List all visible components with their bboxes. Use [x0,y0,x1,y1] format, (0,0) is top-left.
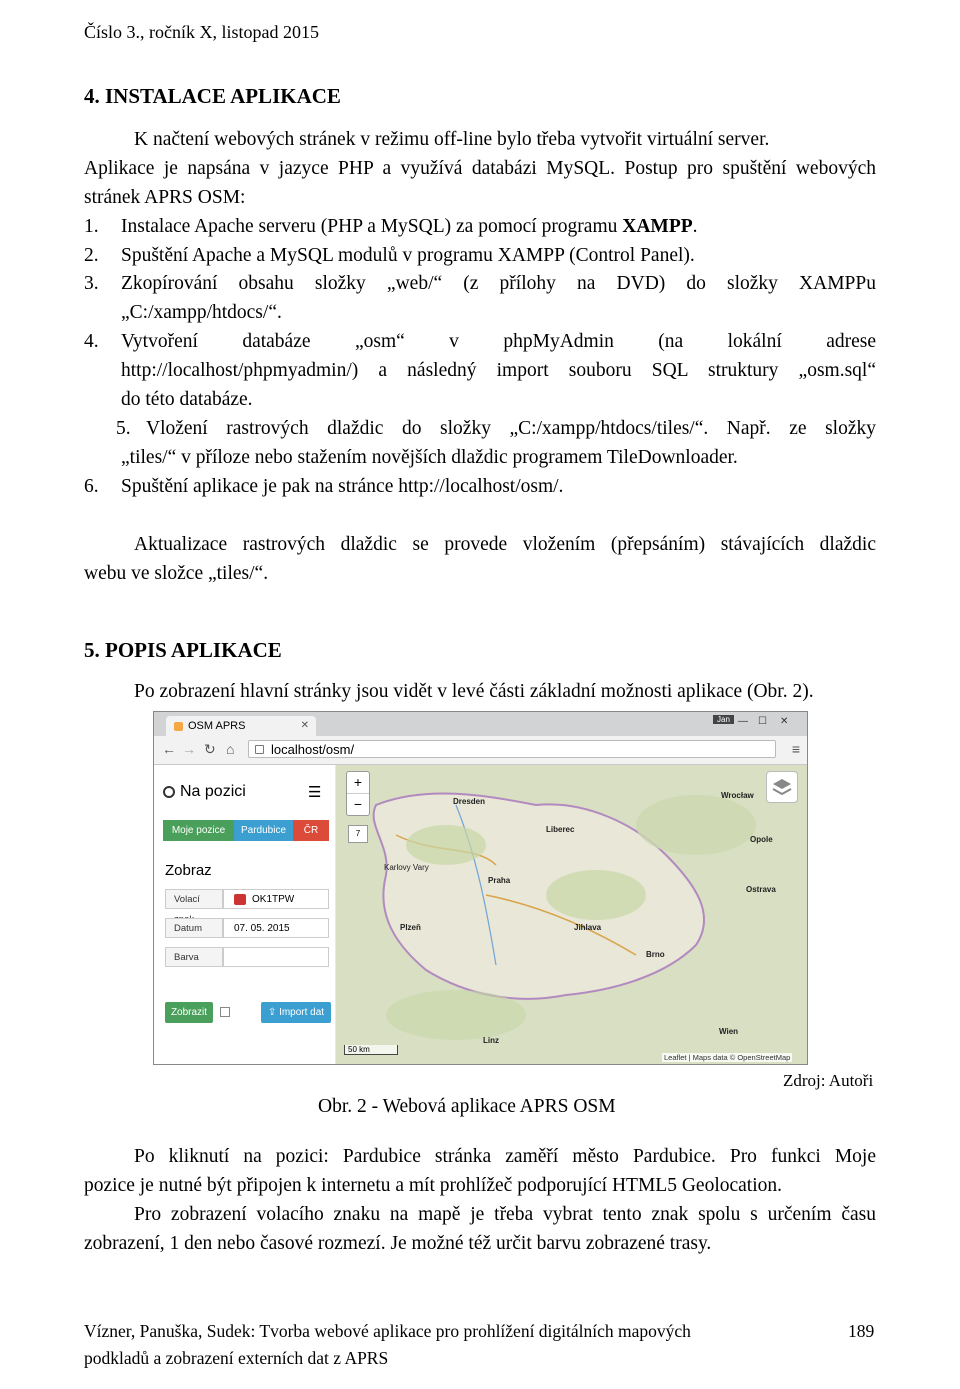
step-number: 6. [84,476,99,497]
paragraph-line: Aplikace je napsána v jazyce PHP a využívá databázi MySQL. Postup pro spuštění webových [84,158,876,179]
step-text: Vytvoření databáze „osm“ v phpMyAdmin (na lokální adrese [121,331,876,352]
step-text: . [692,216,698,237]
car-icon [234,894,246,905]
paragraph-line: Pro zobrazení volacího znaku na mapě je třeba vybrat tento znak spolu s určením času [134,1204,876,1225]
page-icon [255,745,264,754]
browser-tab[interactable] [166,716,316,736]
step-3 [84,269,876,298]
step-text: Spuštění aplikace je pak na stránce http://localhost/osm/. [121,476,564,497]
step-5 [116,414,876,443]
upload-icon: ⇪ [267,1007,280,1018]
figure-source: Zdroj: Autoři [783,1071,874,1090]
city-label: Wrocław [721,791,754,800]
zoom-out-button[interactable]: − [353,796,363,812]
paragraph-line: Aktualizace rastrových dlaždic se provede vložením (přepsáním) stávajících dlaždic [134,534,876,555]
position-title [163,783,246,801]
favicon-icon [174,722,183,731]
scale-bar: 50 km [344,1045,398,1055]
paragraph-line: stránek APRS OSM: [84,187,246,208]
map-view[interactable] [336,765,807,1064]
zoom-in-button[interactable]: + [347,772,369,794]
city-label: Praha [488,876,511,885]
close-tab-icon[interactable]: ✕ [300,720,309,731]
map-terrain [336,765,807,1064]
color-label: Barva [165,947,223,967]
figure-caption: Obr. 2 - Webová aplikace APRS OSM [318,1096,616,1117]
import-button-label: Import dat [279,1007,325,1018]
my-position-button[interactable]: Moje pozice [163,820,234,841]
city-label: Opole [750,835,773,844]
section-4-heading: 4. INSTALACE APLIKACE [84,84,341,108]
hamburger-icon[interactable]: ☰ [308,784,322,801]
pardubice-button[interactable]: Pardubice [234,820,293,841]
running-header: Číslo 3., ročník X, listopad 2015 [84,22,319,42]
callsign-value: OK1TPW [252,894,295,905]
step-text: Vložení rastrových dlaždic do složky „C:/xampp/htdocs/tiles/“. Např. ze složky [146,418,876,439]
text: K načtení webových stránek v režimu off-line bylo třeba vytvořit virtuální server. [134,129,770,150]
address-text: localhost/osm/ [271,742,355,757]
step-4-line3: do této databáze. [121,389,253,410]
address-bar[interactable] [248,740,776,758]
step-text: Spuštění Apache a MySQL modulů v programu XAMPP (Control Panel). [121,245,695,266]
step-4 [84,327,876,356]
browser-menu-icon[interactable]: ≡ [791,741,800,757]
crosshair-icon [163,786,175,798]
paragraph-line [134,125,876,154]
step-text-bold: XAMPP [622,216,693,237]
reload-icon[interactable]: ↻ [204,741,216,757]
zoom-level: 7 [348,825,368,843]
step-3-line2: „C:/xampp/htdocs/“. [121,302,282,323]
user-badge: Jan [713,715,734,724]
close-window-icon[interactable]: ✕ [780,716,789,727]
city-label: Karlovy Vary [384,863,429,872]
show-button[interactable]: Zobrazit [165,1002,213,1023]
step-number: 5. [116,418,131,439]
paragraph-line: Po zobrazení hlavní stránky jsou vidět v levé části základní možnosti aplikace (Obr. 2). [134,681,814,702]
city-label: Dresden [453,797,486,806]
app-sidebar [154,765,335,1064]
option-checkbox[interactable] [220,1007,230,1017]
browser-toolbar [154,736,807,765]
forward-icon[interactable]: → [182,741,196,757]
step-number: 3. [84,273,99,294]
tab-title: OSM APRS [188,720,246,732]
footer-line-2: podkladů a zobrazení externích dat z APRS [84,1348,389,1368]
city-label: Linz [483,1036,499,1045]
city-label: Jihlava [574,923,602,932]
step-4-line2: http://localhost/phpmyadmin/) a následný import souboru SQL struktury „osm.sql“ [121,360,876,381]
layers-icon [767,772,797,802]
footer-line-1: Vízner, Panuška, Sudek: Tvorba webové aplikace pro prohlížení digitálních mapových [84,1321,691,1341]
app-screenshot [153,711,808,1065]
position-title-text: Na pozici [180,783,246,800]
date-label: Datum [165,918,223,938]
paragraph-line: zobrazení, 1 den nebo časové rozmezí. Je možné též určit barvu zobrazené trasy. [84,1233,712,1254]
step-text: Zkopírování obsahu složky „web/“ (z přílohy na DVD) do složky XAMPPu [121,273,876,294]
paragraph-line: webu ve složce „tiles/“. [84,563,269,584]
import-button[interactable] [261,1002,331,1023]
callsign-field[interactable] [223,889,329,909]
layers-button[interactable] [766,771,798,803]
section-5-heading: 5. POPIS APLIKACE [84,638,282,662]
zoom-control [346,771,370,816]
paragraph-line: Po kliknutí na pozici: Pardubice stránka zaměří město Pardubice. Pro funkci Moje [134,1146,876,1167]
step-2 [84,241,695,270]
city-label: Ostrava [746,885,776,894]
display-title: Zobraz [165,862,212,879]
page-number: 189 [848,1321,875,1341]
browser-tabbar [154,712,807,736]
step-5-line2: „tiles/“ v příloze nebo stažením novějších dlaždic programem TileDownloader. [121,447,738,468]
color-field[interactable] [223,947,329,967]
paragraph-line: pozice je nutné být připojen k internetu a mít prohlížeč podporující HTML5 Geolocation. [84,1175,783,1196]
cr-button[interactable]: ČR [293,820,329,841]
city-label: Liberec [546,825,575,834]
date-field[interactable]: 07. 05. 2015 [223,918,329,938]
city-label: Wien [719,1027,739,1036]
map-attribution[interactable]: Leaflet | Maps data © OpenStreetMap [664,1053,791,1062]
maximize-icon[interactable]: ☐ [758,716,767,727]
city-label: Plzeň [400,923,421,932]
home-icon[interactable]: ⌂ [226,741,235,757]
minimize-icon[interactable]: — [738,716,748,727]
step-6 [84,472,563,501]
step-number: 1. [84,216,99,237]
city-label: Brno [646,950,665,959]
step-1 [84,212,698,241]
callsign-label: Volací [165,889,223,909]
step-text: Instalace Apache serveru (PHP a MySQL) za pomocí programu [121,216,623,237]
step-number: 2. [84,245,99,266]
step-number: 4. [84,331,99,352]
back-icon[interactable]: ← [162,741,176,757]
